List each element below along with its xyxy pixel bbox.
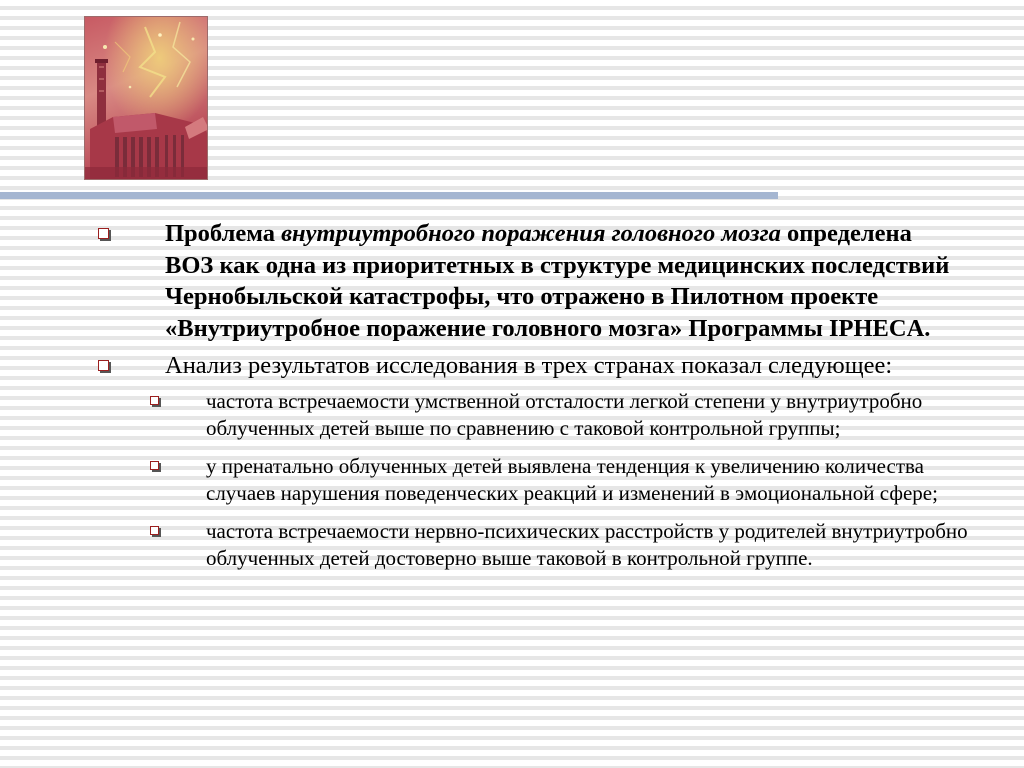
- sub-bullet-item-3: [0, 518, 1024, 572]
- divider-bar: [0, 192, 778, 199]
- sub-bullet-1-text: частота встречаемости умственной отсталости легкой степени у внутриутробно облученных детей выше по сравнению с таковой контрольной группы;: [206, 388, 923, 440]
- bullet-checkbox-icon: [98, 360, 109, 371]
- bullet-1-text-before: Проблема: [165, 220, 282, 247]
- bullet-1-emphasis: внутриутробного поражения головного мозга: [281, 220, 781, 247]
- sub-bullet-item-1: [0, 388, 1024, 442]
- bullet-1-text-after: определена ВОЗ как одна из приоритетных в структуре медицинских последствий Чернобыльской катастрофы, что отражено в Пилотном проекте «Внутриутробное поражение головного мозга» Программы IPHECA.: [165, 220, 950, 342]
- bullet-item-1: [0, 218, 1024, 344]
- bullet-list: [0, 218, 1024, 583]
- sub-bullet-2-text: у пренатально облученных детей выявлена тенденция к увеличению количества случаев нарушения поведенческих реакций и изменений в эмоциональной сфере;: [206, 453, 938, 505]
- bullet-2-text: Анализ результатов исследования в трех странах показал следующее:: [165, 352, 893, 379]
- sub-bullet-checkbox-icon: [150, 526, 159, 535]
- bullet-checkbox-icon: [98, 228, 109, 239]
- bullet-item-2: [0, 350, 1024, 382]
- sub-bullet-checkbox-icon: [150, 461, 159, 470]
- sub-bullet-3-text: частота встречаемости нервно-психических расстройств у родителей внутриутробно облученных детей достоверно выше таковой в контрольной группе.: [206, 518, 968, 570]
- sub-bullet-item-2: [0, 453, 1024, 507]
- chernobyl-art-image: [84, 16, 208, 180]
- sub-bullet-checkbox-icon: [150, 396, 159, 405]
